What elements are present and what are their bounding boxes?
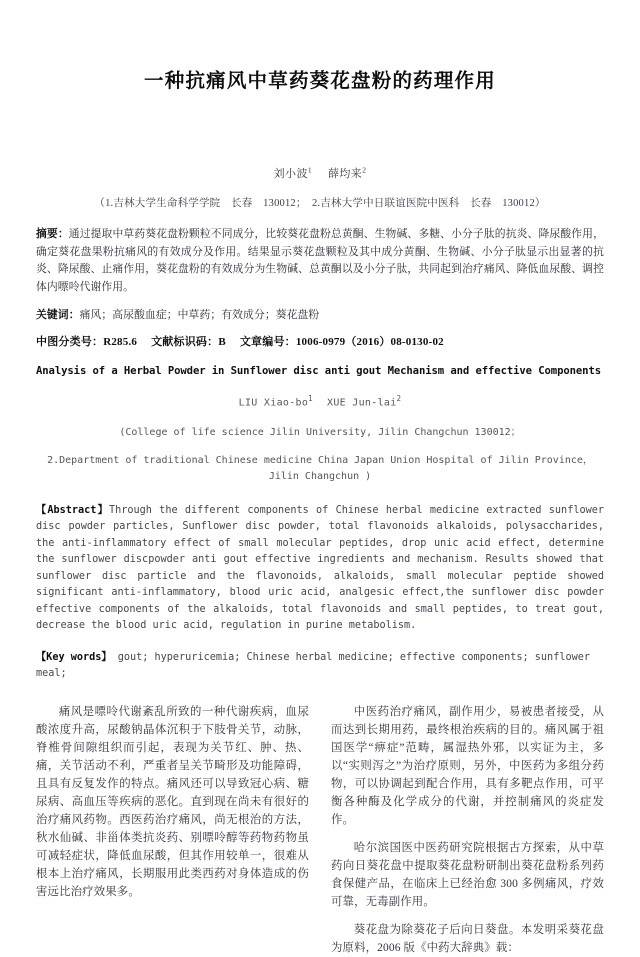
abstract-english-text: Through the different components of Chinese herbal medicine extracted sunflower disc powder particles, Sunflower disc powder, total flavonoids alkaloids, polysaccharides, the anti-inflammatory effect of small molecular peptides, drop unic acid effect, determine the sunflower discpowder anti gout effective ingredients and mechanism. Results showed that sunflower disc particle and the flavonoids, alkaloids, small molecular peptide showed significant anti-inflammatory, blood uric acid, analgesic effect,the sunflower disc powder effective components of the alkaloids, total flavonoids and small peptides, to treat gout, decrease the blood uric acid, regulation in purine metabolism. (36, 504, 604, 632)
affiliation-english-block (36, 453, 604, 485)
classification-line (36, 333, 604, 349)
clc-label: 中图分类号： (36, 336, 104, 349)
affiliation-english-line-3: Jilin Changchun ) (268, 470, 372, 482)
article-id-label: 文章编号： (239, 336, 296, 349)
author-name-2: 薛均来 (328, 168, 363, 181)
keywords-english-text: gout; hyperuricemia; Chinese herbal medicine; effective components; sunflower meal; (36, 651, 590, 680)
affiliation-english-line-2: 2.Department of traditional Chinese medicine China Japan Union Hospital of Jilin Province， (47, 454, 593, 466)
abstract-chinese-text: 通过提取中草药葵花盘粉颗粒不同成分，比较葵花盘粉总黄酮、生物碱、多糖、小分子肽的抗炎、降尿酸作用，确定葵花盘果粉抗痛风的有效成分及作用。结果显示葵花盘颗粒及其中成分黄酮、生物碱、小分子肽显示出显著的抗炎、降尿酸、止痛作用，葵花盘粉的有效成分为生物碱、总黄酮以及小分子肽，共同起到治疗痛风、降低血尿酸、调控体内嘌呤代谢作用。 (36, 228, 604, 293)
body-left-column (36, 703, 309, 957)
author-name-1: 刘小波 (273, 168, 308, 181)
authors-english (36, 394, 604, 408)
author-sup-1: 1 (307, 165, 312, 175)
keywords-chinese (36, 307, 604, 322)
paragraph: 葵花盘为除葵花子后向日葵盘。本发明采葵花盘为原料，2006 版《中药大辞典》载： (331, 923, 604, 954)
paragraph: 痛风是嘌呤代谢紊乱所致的一种代谢疾病，血尿酸浓度升高，尿酸钠晶体沉积于下肢骨关节，动脉，脊椎骨间隙组织而引起，表现为关节红、肿、热、痛，关节活动不利，严重者呈关节畸形及功能障碍，且具有反复发作的特点。痛风还可以导致冠心病、糖尿病、高血压等疾病的恶化。直到现在尚未有很好的治疗痛风药物。西医药治疗痛风，尚无根治的方法，秋水仙碱、非甾体类抗炎药、别嘌呤醇等药物药物虽可减轻症状，降低血尿酸，但其作用较单一，很难从根本上治疗痛风，长期服用此类西药对身体造成的伤害远比治疗效果多。 (36, 705, 309, 898)
document-code-label: 文献标识码： (151, 336, 219, 349)
authors-chinese (36, 165, 604, 181)
keywords-chinese-label: 关键词： (36, 309, 80, 322)
abstract-chinese-label: 摘要： (36, 228, 69, 241)
keywords-english-label: 【Key words】 (36, 651, 112, 663)
affiliation-chinese: （1.吉林大学生命科学学院 长春 130012； 2.吉林大学中日联谊医院中医科 长春 130012） (94, 198, 546, 210)
document-code-value: B (218, 336, 226, 349)
paragraph: 哈尔滨国医中医药研究院根据古方探索，从中草药向日葵花盘中提取葵花盘粉研制出葵花盘粉系列药食保健产品，在临床上已经治愈 300 多例痛风，疗效可靠，无毒副作用。 (331, 841, 604, 908)
abstract-english (36, 503, 604, 635)
abstract-english-label: 【Abstract】 (36, 504, 109, 516)
keywords-chinese-text: 痛风；高尿酸血症；中草药；有效成分；葵花盘粉 (79, 309, 320, 322)
keywords-english (36, 650, 604, 683)
author-en-sup-2: 2 (396, 394, 402, 404)
author-en-name-1: LIU Xiao-bo (238, 397, 309, 409)
author-en-name-2: XUE Jun-lai (327, 397, 397, 409)
affiliation-english-line-1: (College of life science Jilin University, Jilin Changchun 130012； (119, 426, 521, 438)
author-en-sup-1: 1 (308, 394, 313, 404)
paragraph: 中医药治疗痛风，副作用少，易被患者接受，从而达到长期用药，最终根治疾病的目的。痛风属于祖国医学“痹症”范畴，属湿热外邪，以实证为主，多以“实则泻之”为治疗原则，另外，中医药为多组分药物，可以协调起到配合作用，具有多靶点作用，可平衡各种酶及化学成分的代谢，并控制痛风的炎症发作。 (331, 705, 604, 826)
article-id-value: 1006-0979（2016）08-0130-02 (295, 336, 444, 349)
abstract-chinese (36, 226, 604, 296)
body-two-column-layout (36, 703, 604, 957)
author-sup-2: 2 (362, 165, 367, 175)
body-right-column (331, 703, 604, 957)
title-english: Analysis of a Herbal Powder in Sunflower disc anti gout Mechanism and effective Components (36, 365, 602, 378)
page-title: 一种抗痛风中草药葵花盘粉的药理作用 (144, 69, 496, 92)
clc-value: R285.6 (103, 336, 138, 349)
